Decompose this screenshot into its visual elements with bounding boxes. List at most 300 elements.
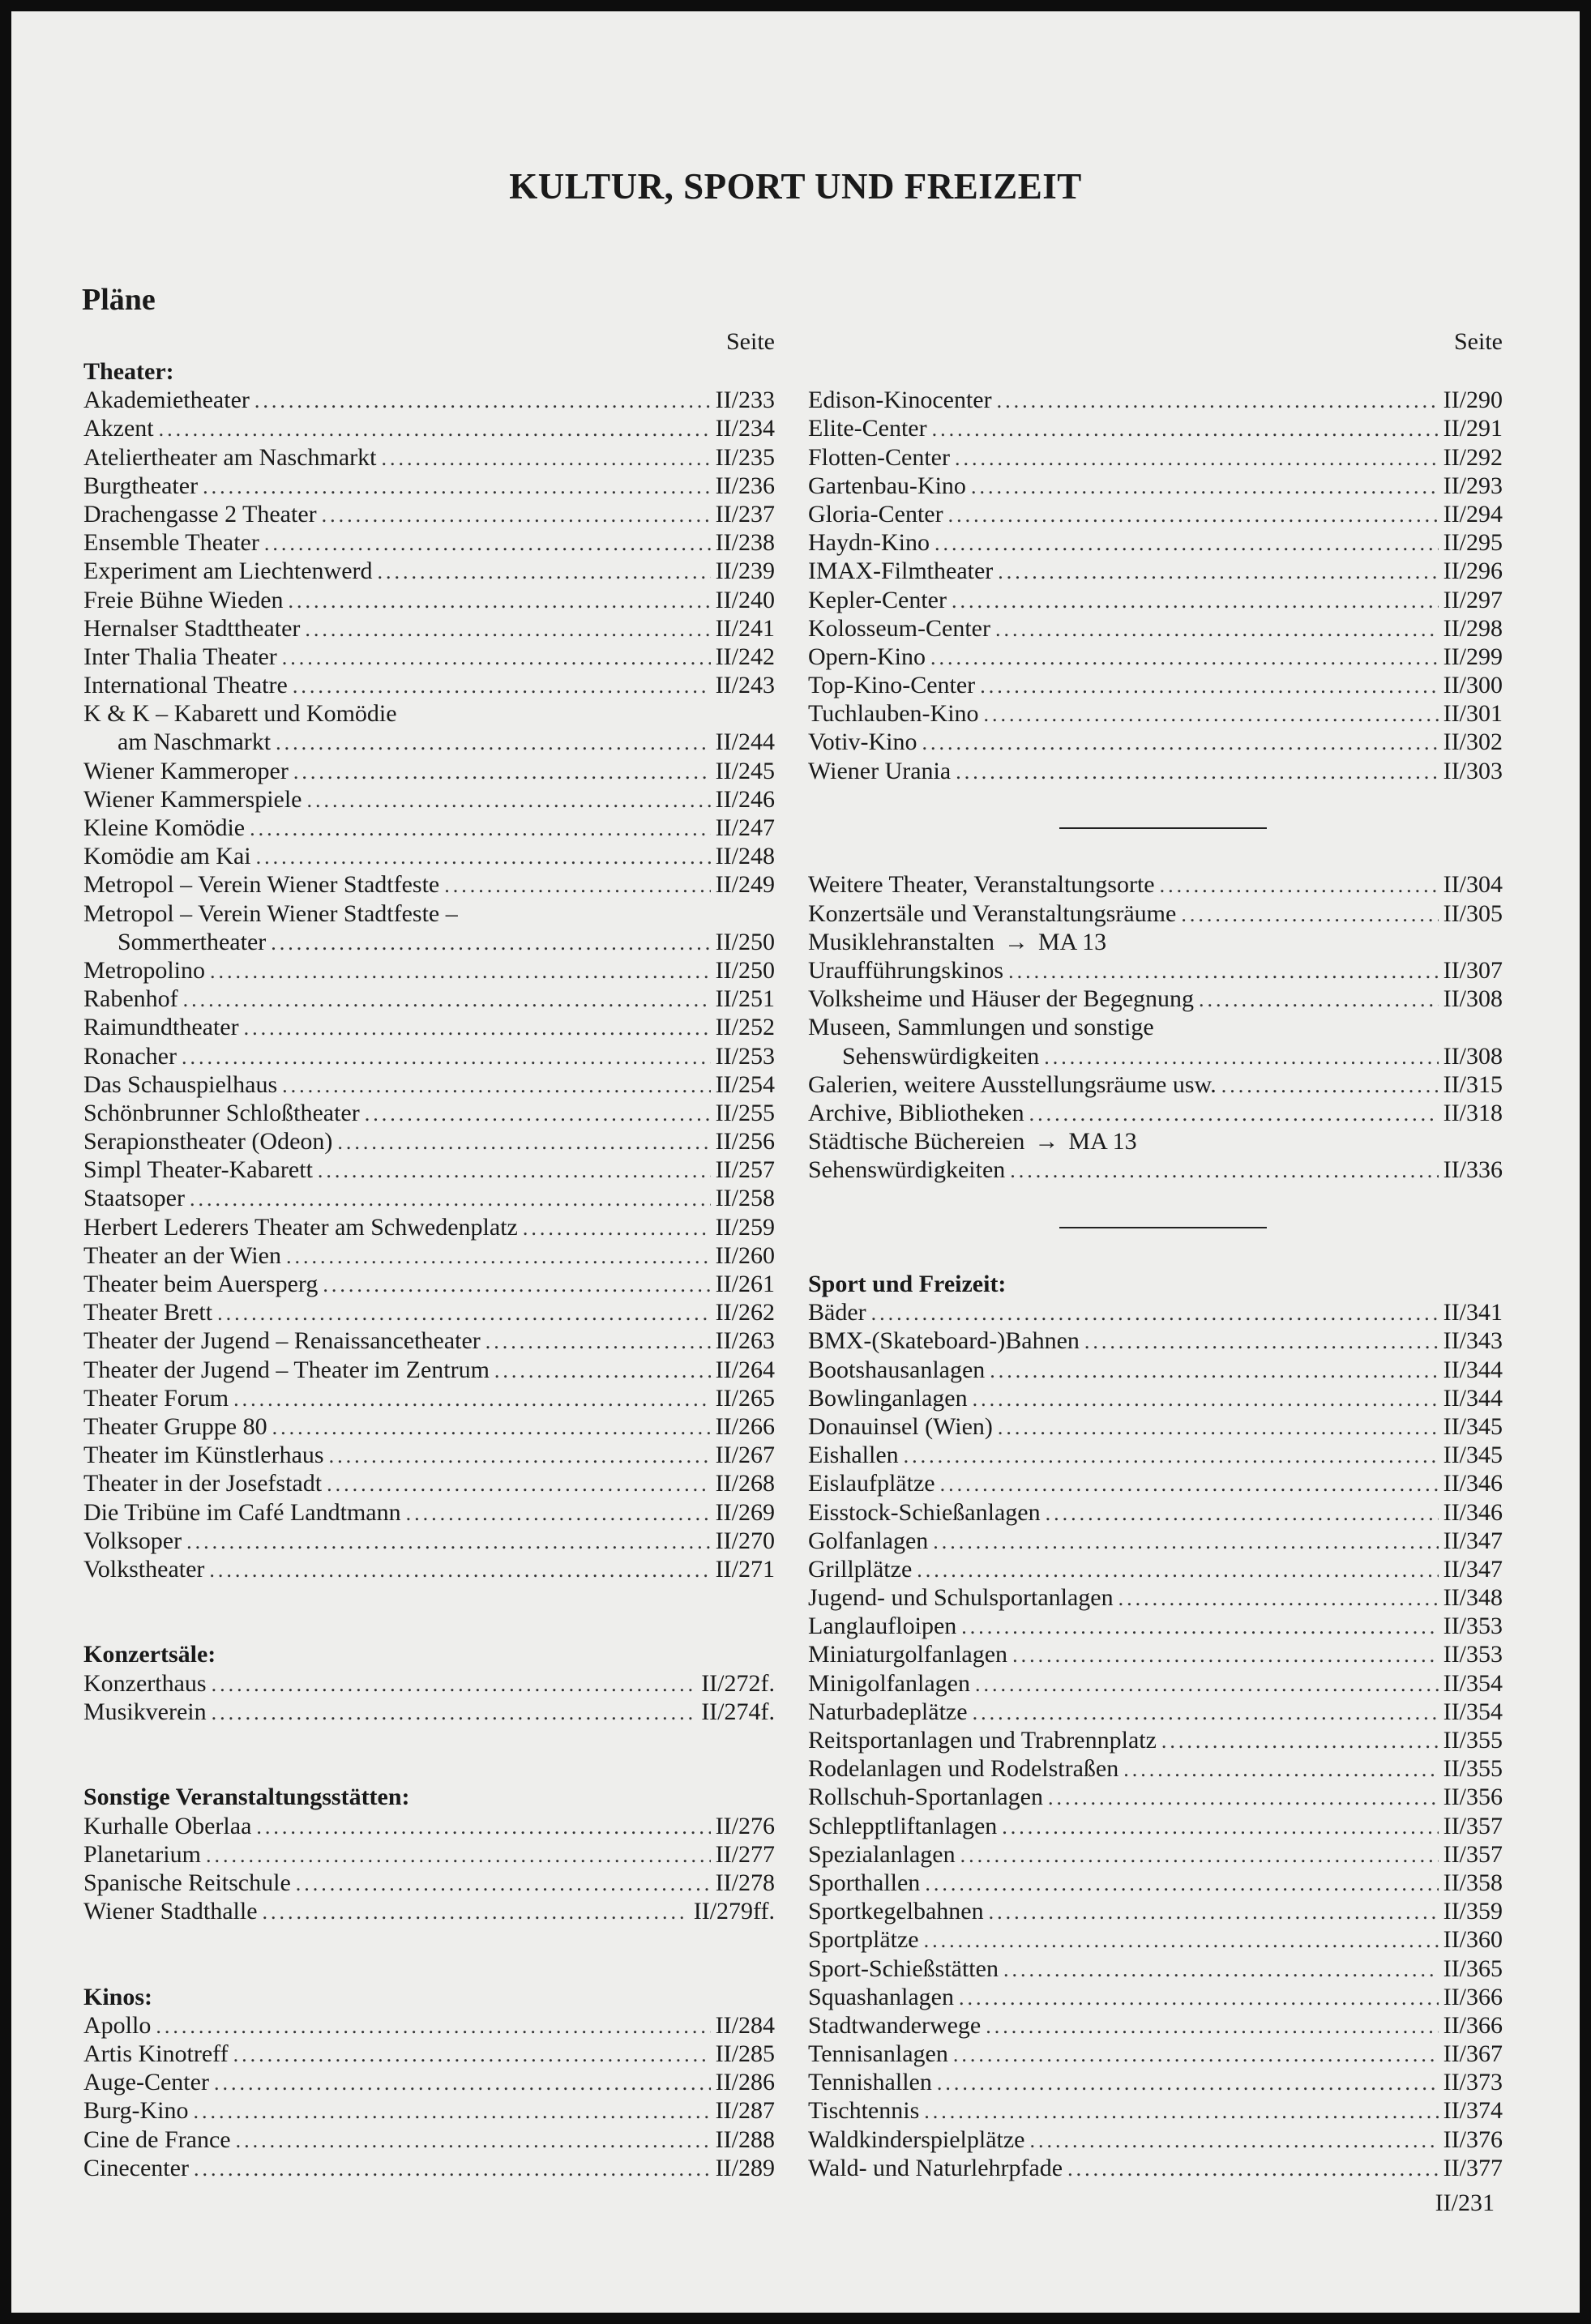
- dot-leader: [293, 672, 711, 700]
- dot-leader: [952, 587, 1439, 615]
- index-entry: [808, 2068, 1503, 2096]
- index-entry-line: K & K – Kabarett und Komödie: [83, 700, 397, 728]
- entry-label: Raimundtheater: [83, 1014, 239, 1041]
- entry-label: Musikverein: [83, 1698, 207, 1725]
- entry-label: Votiv-Kino: [808, 728, 917, 756]
- dot-leader: [1221, 1071, 1439, 1100]
- entry-page: II/353: [1443, 1641, 1503, 1668]
- index-entry: [808, 1441, 1503, 1469]
- dot-leader: [494, 1356, 711, 1385]
- entry-page: II/267: [715, 1442, 775, 1469]
- dot-leader: [233, 2040, 711, 2069]
- entry-page: II/247: [715, 814, 775, 841]
- dot-leader: [990, 1356, 1438, 1385]
- index-entry: [808, 870, 1503, 899]
- dot-leader: [212, 1698, 697, 1727]
- dot-leader: [365, 1100, 711, 1128]
- dot-leader: [917, 1556, 1438, 1584]
- index-entry: [808, 528, 1503, 557]
- index-entry: [808, 1783, 1503, 1811]
- index-entry: [83, 956, 775, 985]
- entry-page: II/259: [715, 1213, 775, 1241]
- entry-page: II/300: [1443, 672, 1503, 699]
- spacer: [83, 1726, 775, 1783]
- index-entry: [808, 614, 1503, 643]
- index-entry: [83, 386, 775, 414]
- entry-page: II/269: [715, 1498, 775, 1526]
- index-entry: [83, 2154, 775, 2182]
- entry-label: Edison-Kinocenter: [808, 387, 992, 414]
- entry-label: Reitsportanlagen und Trabrennplatz: [808, 1727, 1157, 1754]
- index-entry: [808, 1384, 1503, 1412]
- entry-page: II/357: [1443, 1812, 1503, 1839]
- dot-leader: [276, 728, 711, 757]
- index-entry: [83, 1184, 775, 1212]
- entry-page: II/305: [1443, 899, 1503, 927]
- seite-header-left: Seite: [726, 328, 775, 355]
- entry-page: II/265: [715, 1384, 775, 1412]
- index-entry: [83, 1840, 775, 1869]
- entry-label: Miniaturgolfanlagen: [808, 1641, 1008, 1668]
- index-entry-line: Museen, Sammlungen und sonstige: [808, 1014, 1154, 1041]
- dot-leader: [1012, 1641, 1439, 1669]
- entry-page: II/346: [1443, 1470, 1503, 1497]
- entry-label: Sportkegelbahnen: [808, 1898, 984, 1925]
- entry-page: II/255: [715, 1099, 775, 1126]
- entry-page: II/274f.: [701, 1698, 775, 1725]
- dot-leader: [1181, 900, 1438, 929]
- entry-label: Volksoper: [83, 1527, 182, 1554]
- index-entry: [83, 1042, 775, 1070]
- index-entry: [83, 671, 775, 699]
- entry-page: II/279ff.: [693, 1898, 775, 1925]
- dot-leader: [256, 843, 711, 871]
- dot-leader: [318, 1156, 711, 1185]
- left-index-list: [83, 357, 775, 2182]
- entry-label: Theater der Jugend – Renaissancetheater: [83, 1327, 481, 1355]
- entry-label: Golfanlagen: [808, 1527, 929, 1554]
- entry-label: IMAX-Filmtheater: [808, 558, 994, 585]
- entry-page: II/276: [715, 1812, 775, 1839]
- entry-label: Weitere Theater, Veranstaltungsorte: [808, 871, 1155, 899]
- entry-page: II/257: [715, 1156, 775, 1184]
- entry-page: II/287: [715, 2097, 775, 2125]
- entry-label: Theater in der Josefstadt: [83, 1470, 323, 1497]
- entry-label: Ateliertheater am Naschmarkt: [83, 443, 377, 471]
- dot-leader: [960, 1841, 1439, 1869]
- entry-page: II/354: [1443, 1698, 1503, 1725]
- index-entry: [83, 1469, 775, 1497]
- entry-page: II/234: [715, 415, 775, 442]
- entry-label: Tuchlauben-Kino: [808, 700, 979, 728]
- entry-label: Jugend- und Schulsportanlagen: [808, 1584, 1114, 1612]
- dot-leader: [212, 1670, 697, 1698]
- entry-label: Theater der Jugend – Theater im Zentrum: [83, 1356, 490, 1383]
- entry-label: Kleine Komödie: [83, 814, 246, 841]
- index-entry: [808, 1042, 1503, 1070]
- entry-label: Hernalser Stadttheater: [83, 614, 301, 642]
- document-page: [11, 11, 1580, 2313]
- entry-page: II/344: [1443, 1356, 1503, 1383]
- entry-page: II/356: [1443, 1784, 1503, 1811]
- entry-page: II/233: [715, 387, 775, 414]
- entry-label: Bowlinganlagen: [808, 1384, 968, 1412]
- entry-label: Ensemble Theater: [83, 529, 259, 557]
- entry-page: II/348: [1443, 1584, 1503, 1612]
- index-entry-reference: [808, 1127, 1503, 1156]
- index-entry: [83, 1441, 775, 1469]
- entry-label: Freie Bühne Wieden: [83, 586, 284, 613]
- entry-page: II/315: [1443, 1070, 1503, 1098]
- dot-leader: [998, 558, 1438, 586]
- entry-label: Naturbadeplätze: [808, 1698, 968, 1725]
- entry-label: Die Tribüne im Café Landtmann: [83, 1498, 401, 1526]
- entry-page: II/278: [715, 1869, 775, 1896]
- dot-leader: [948, 501, 1439, 529]
- entry-label: Top-Kino-Center: [808, 672, 976, 699]
- entry-label: Musiklehranstalten: [808, 928, 994, 955]
- index-entry: [808, 1754, 1503, 1783]
- entry-label: Apollo: [83, 2011, 152, 2039]
- entry-page: II/256: [715, 1128, 775, 1156]
- entry-label: Grillplätze: [808, 1555, 913, 1583]
- dot-leader: [254, 387, 711, 415]
- entry-label: Elite-Center: [808, 415, 927, 442]
- index-entry: [808, 1812, 1503, 1840]
- index-entry: [808, 728, 1503, 756]
- index-entry: [83, 928, 775, 956]
- dot-leader: [998, 1413, 1439, 1442]
- entry-page: II/297: [1443, 586, 1503, 613]
- right-column: [808, 326, 1503, 2182]
- spacer: [808, 357, 1503, 386]
- entry-page: II/246: [715, 785, 775, 813]
- dot-leader: [1029, 2126, 1438, 2155]
- dot-leader: [1044, 1043, 1438, 1071]
- section-heading: Konzertsäle:: [83, 1641, 216, 1668]
- dot-leader: [159, 415, 711, 443]
- spacer: [808, 1184, 1503, 1212]
- entry-page: II/263: [715, 1327, 775, 1355]
- index-entry: [808, 1954, 1503, 1983]
- index-entry: [808, 1298, 1503, 1326]
- entry-label: Eishallen: [808, 1442, 899, 1469]
- entry-page: II/318: [1443, 1099, 1503, 1126]
- section-heading: Sport und Freizeit:: [808, 1271, 1007, 1297]
- dot-leader: [1008, 957, 1439, 985]
- entry-page: II/341: [1443, 1299, 1503, 1326]
- dot-leader: [217, 1299, 711, 1327]
- entry-page: II/242: [715, 643, 775, 670]
- index-entry: [83, 2068, 775, 2096]
- dot-leader: [337, 1128, 710, 1156]
- entry-page: II/298: [1443, 614, 1503, 642]
- entry-label: Ronacher: [83, 1042, 177, 1070]
- entry-page: II/258: [715, 1185, 775, 1212]
- index-entry: [83, 757, 775, 785]
- entry-label: Volkstheater: [83, 1555, 205, 1583]
- dot-leader: [904, 1442, 1439, 1470]
- index-entry: [83, 614, 775, 643]
- dot-leader: [183, 985, 711, 1014]
- entry-page: II/307: [1443, 956, 1503, 984]
- index-entry: [83, 728, 775, 756]
- entry-page: II/272f.: [701, 1669, 775, 1697]
- entry-page: II/288: [715, 2125, 775, 2153]
- index-entry: [83, 1213, 775, 1241]
- dot-leader: [382, 444, 711, 472]
- entry-label: Rodelanlagen und Rodelstraßen: [808, 1755, 1119, 1783]
- index-entry: [808, 2011, 1503, 2040]
- index-entry: [808, 1498, 1503, 1527]
- index-entry-reference: [808, 928, 1503, 956]
- entry-label: Tennishallen: [808, 2069, 932, 2096]
- entry-label: Uraufführungskinos: [808, 956, 1004, 984]
- index-entry: [83, 870, 775, 899]
- entry-label: Theater im Künstlerhaus: [83, 1442, 324, 1469]
- entry-label: Tischtennis: [808, 2097, 920, 2125]
- dot-leader: [1010, 1156, 1438, 1185]
- entry-page: II/250: [715, 928, 775, 955]
- dot-leader: [995, 615, 1439, 643]
- dot-leader: [233, 1385, 711, 1413]
- entry-page: II/294: [1443, 500, 1503, 528]
- entry-page: II/245: [715, 757, 775, 784]
- entry-page: II/249: [715, 871, 775, 899]
- dot-leader: [956, 758, 1438, 786]
- dot-leader: [523, 1214, 711, 1242]
- dot-leader: [1118, 1584, 1439, 1613]
- entry-page: II/301: [1443, 700, 1503, 728]
- entry-page: II/240: [715, 586, 775, 613]
- entry-label: Waldkinderspielplätze: [808, 2125, 1025, 2153]
- spacer: [808, 785, 1503, 814]
- entry-page: II/248: [715, 843, 775, 870]
- entry-label: Theater Gruppe 80: [83, 1412, 267, 1440]
- entry-page: II/285: [715, 2040, 775, 2068]
- dot-leader: [289, 587, 711, 615]
- index-entry: [83, 1869, 775, 1897]
- dot-leader: [930, 643, 1439, 672]
- entry-page: II/260: [715, 1241, 775, 1269]
- entry-page: II/365: [1443, 1954, 1503, 1982]
- entry-label: Wiener Kammerspiele: [83, 785, 302, 813]
- index-entry: [808, 1669, 1503, 1698]
- index-entry: [83, 643, 775, 671]
- entry-label: Rabenhof: [83, 985, 178, 1013]
- index-entry: [808, 699, 1503, 728]
- entry-label: Theater Brett: [83, 1299, 213, 1326]
- dot-leader: [1003, 1955, 1439, 1984]
- entry-page: II/250: [715, 956, 775, 984]
- index-entry: [808, 956, 1503, 985]
- dot-leader: [1160, 871, 1439, 899]
- dot-leader: [953, 2040, 1439, 2069]
- dot-leader: [1084, 1327, 1439, 1356]
- arrow-right-icon: →: [1003, 928, 1029, 955]
- entry-label: Simpl Theater-Kabarett: [83, 1156, 313, 1184]
- entry-label: Herbert Lederers Theater am Schwedenplatz: [83, 1213, 518, 1241]
- dot-leader: [924, 2097, 1438, 2125]
- dot-leader: [182, 1043, 711, 1071]
- entry-label: Sporthallen: [808, 1869, 921, 1896]
- dot-leader: [922, 728, 1438, 757]
- index-entry: [83, 1498, 775, 1527]
- index-entry: [808, 1156, 1503, 1184]
- dot-leader: [296, 1869, 711, 1898]
- separator: [808, 814, 1503, 842]
- entry-label: Sommertheater: [118, 928, 267, 955]
- entry-label: Konzerthaus: [83, 1669, 207, 1697]
- entry-label: Eislaufplätze: [808, 1470, 935, 1497]
- entry-label: Theater beim Auersperg: [83, 1271, 319, 1297]
- entry-label: Metropol – Verein Wiener Stadtfeste: [83, 871, 440, 899]
- entry-label: Wiener Urania: [808, 757, 952, 784]
- entry-page: II/376: [1443, 2125, 1503, 2153]
- index-entry: [808, 557, 1503, 585]
- index-entry: [808, 1698, 1503, 1726]
- dot-leader: [194, 2155, 711, 2183]
- index-entry: [83, 2125, 775, 2154]
- dot-leader: [925, 1869, 1438, 1898]
- entry-label: Galerien, weitere Ausstellungsräume usw.: [808, 1070, 1217, 1098]
- dot-leader: [327, 1470, 711, 1498]
- entry-page: II/268: [715, 1470, 775, 1497]
- entry-label: Gartenbau-Kino: [808, 472, 966, 499]
- dot-leader: [989, 1898, 1439, 1926]
- entry-page: II/251: [715, 985, 775, 1013]
- entry-label: Bootshausanlagen: [808, 1356, 986, 1383]
- section-heading: Theater:: [83, 358, 174, 385]
- entry-label: Sport-Schießstätten: [808, 1954, 999, 1982]
- entry-page: II/244: [715, 728, 775, 756]
- dot-leader: [973, 1385, 1439, 1413]
- dot-leader: [307, 786, 711, 814]
- dot-leader: [973, 1698, 1439, 1727]
- index-entry: [808, 1726, 1503, 1754]
- entry-label: Theater Forum: [83, 1384, 229, 1412]
- entry-label: Cine de France: [83, 2125, 231, 2153]
- index-entry: [808, 1612, 1503, 1640]
- dot-leader: [1002, 1813, 1438, 1841]
- index-entry: [808, 1527, 1503, 1555]
- entry-label: Burg-Kino: [83, 2097, 189, 2125]
- dot-leader: [406, 1499, 711, 1527]
- entry-page: II/355: [1443, 1755, 1503, 1783]
- entry-label: Minigolfanlagen: [808, 1669, 970, 1697]
- dot-leader: [256, 1813, 710, 1841]
- dot-leader: [1123, 1755, 1438, 1784]
- dot-leader: [250, 814, 711, 843]
- index-entry: [808, 1925, 1503, 1954]
- entry-label: Haydn-Kino: [808, 529, 930, 557]
- entry-page: II/241: [715, 614, 775, 642]
- dot-leader: [959, 1984, 1439, 2012]
- index-entry: [83, 814, 775, 842]
- dot-leader: [282, 643, 711, 672]
- seite-header-right: Seite: [1454, 328, 1503, 355]
- entry-label: Burgtheater: [83, 472, 199, 499]
- dot-leader: [1029, 1100, 1439, 1128]
- dot-leader: [244, 1014, 711, 1042]
- entry-page: II/236: [715, 472, 775, 499]
- entry-page: II/291: [1443, 415, 1503, 442]
- index-entry: [83, 785, 775, 814]
- dot-leader: [940, 1470, 1439, 1498]
- index-entry: [808, 1840, 1503, 1869]
- entry-page: II/302: [1443, 728, 1503, 756]
- plans-heading: Pläne: [82, 283, 156, 317]
- index-entry: [83, 1241, 775, 1270]
- entry-page: II/292: [1443, 443, 1503, 471]
- entry-label: Experiment am Liechtenwerd: [83, 558, 373, 585]
- entry-label: Wiener Stadthalle: [83, 1898, 258, 1925]
- dot-leader: [997, 387, 1439, 415]
- entry-page: II/344: [1443, 1384, 1503, 1412]
- dot-leader: [937, 2069, 1439, 2097]
- index-entry: [808, 2154, 1503, 2182]
- entry-label: Rollschuh-Sportanlagen: [808, 1784, 1043, 1811]
- entry-target: MA 13: [1037, 928, 1107, 955]
- entry-label: Sehenswürdigkeiten: [842, 1042, 1040, 1070]
- dot-leader: [485, 1327, 711, 1356]
- dot-leader: [961, 1613, 1438, 1641]
- dot-leader: [186, 1527, 711, 1556]
- entry-label: Staatsoper: [83, 1185, 185, 1212]
- entry-label: am Naschmarkt: [118, 728, 272, 756]
- index-entry: [83, 1356, 775, 1384]
- dot-leader: [286, 1242, 711, 1271]
- entry-page: II/308: [1443, 985, 1503, 1013]
- index-entry: [808, 472, 1503, 500]
- entry-page: II/366: [1443, 2011, 1503, 2039]
- dot-leader: [971, 472, 1439, 501]
- index-entry: [808, 1640, 1503, 1668]
- index-entry: [83, 1812, 775, 1840]
- page-title: KULTUR, SPORT UND FREIZEIT: [509, 166, 1082, 207]
- dot-leader: [1067, 2155, 1439, 2183]
- arrow-right-icon: →: [1034, 1128, 1059, 1156]
- entry-page: II/366: [1443, 1983, 1503, 2010]
- dot-leader: [378, 558, 711, 586]
- entry-page: II/261: [715, 1271, 775, 1297]
- entry-label: Metropolino: [83, 956, 205, 984]
- dot-leader: [934, 529, 1439, 558]
- dot-leader: [986, 2012, 1438, 2040]
- dot-leader: [263, 1898, 689, 1926]
- entry-label: Eisstock-Schießanlagen: [808, 1498, 1041, 1526]
- entry-label: Kurhalle Oberlaa: [83, 1812, 252, 1839]
- dot-leader: [933, 1527, 1438, 1556]
- entry-page: II/237: [715, 500, 775, 528]
- entry-label: Volksheime und Häuser der Begegnung: [808, 985, 1195, 1013]
- page-number: II/231: [1435, 2189, 1495, 2216]
- index-entry: [808, 1469, 1503, 1497]
- index-entry: [83, 1013, 775, 1041]
- spacer: [83, 1925, 775, 1982]
- index-entry: [83, 586, 775, 614]
- dot-leader: [190, 1185, 711, 1213]
- entry-page: II/295: [1443, 529, 1503, 557]
- entry-page: II/373: [1443, 2069, 1503, 2096]
- index-entry: [83, 1270, 775, 1298]
- entry-label: Akademietheater: [83, 387, 250, 414]
- entry-page: II/293: [1443, 472, 1503, 499]
- dot-leader: [203, 472, 711, 501]
- entry-page: II/270: [715, 1527, 775, 1554]
- right-index-list: [808, 357, 1503, 2182]
- dot-leader: [1048, 1784, 1439, 1812]
